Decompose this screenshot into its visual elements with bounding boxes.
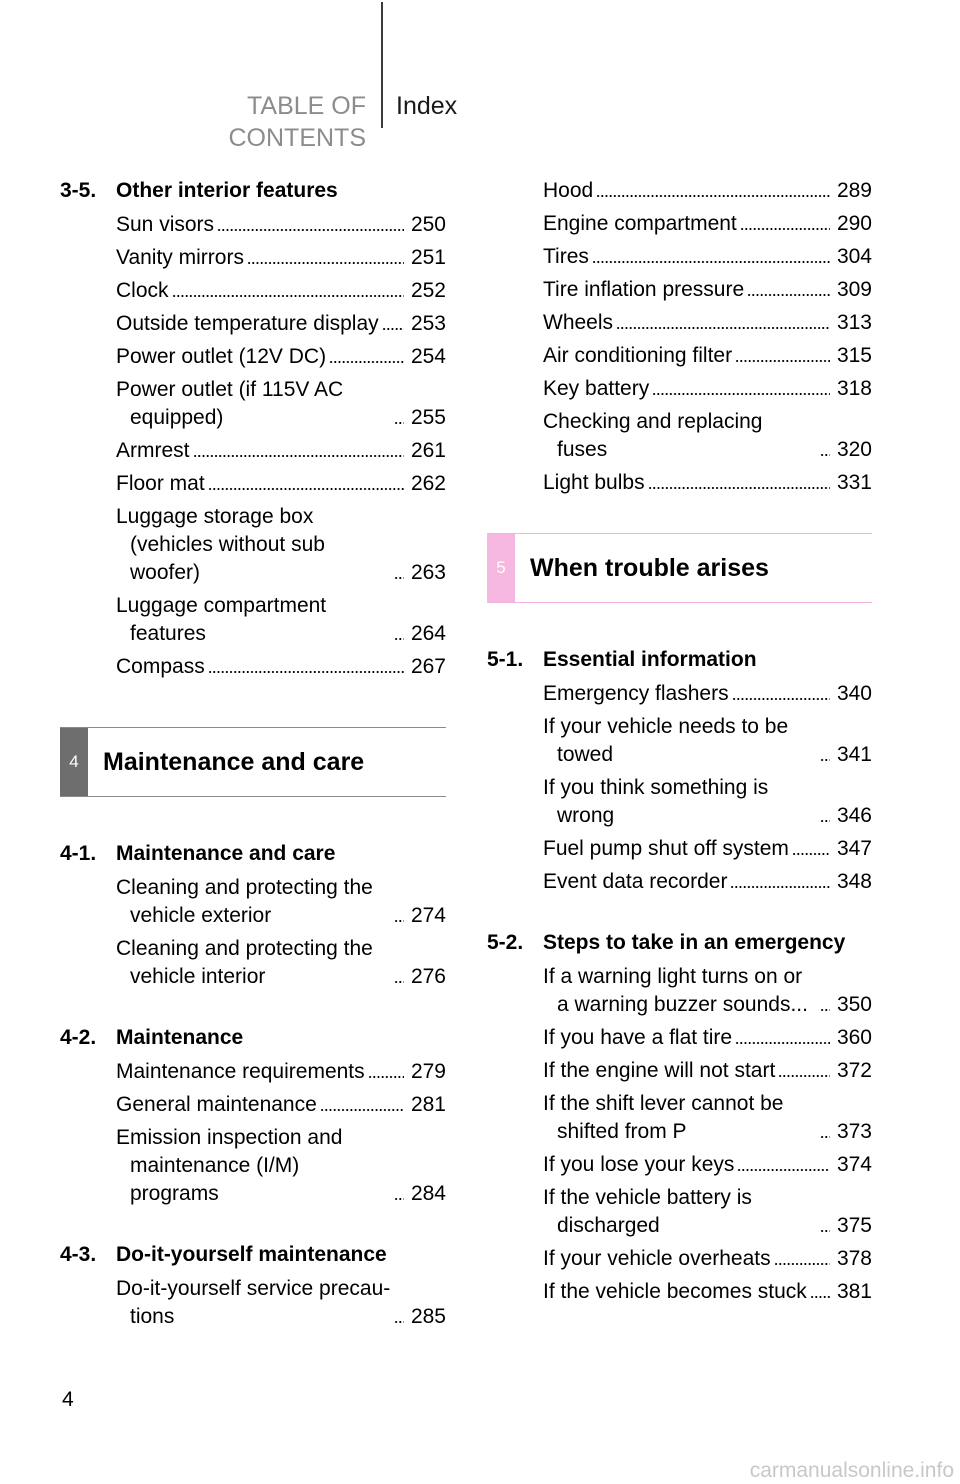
entry-list — [116, 1055, 446, 1210]
dot-leader — [810, 1295, 830, 1299]
toc-entry[interactable] — [543, 865, 872, 898]
entry-page-number[interactable]: 279 — [410, 1059, 446, 1083]
entry-title[interactable]: If you lose your keys — [543, 1152, 735, 1176]
entry-page-number[interactable]: 318 — [836, 376, 872, 400]
toc-entry[interactable] — [543, 960, 872, 1021]
toc-entry[interactable] — [543, 710, 872, 771]
entry-title[interactable]: Wheels — [543, 310, 614, 334]
entry-title-wrap — [116, 1058, 408, 1086]
toc-entry[interactable] — [116, 274, 446, 307]
toc-entry[interactable] — [543, 372, 872, 405]
toc-entry[interactable] — [543, 771, 872, 832]
entry-title[interactable]: General maintenance — [116, 1092, 317, 1116]
entry-page-number[interactable]: 262 — [410, 471, 446, 495]
entry-title[interactable]: Compass — [116, 654, 205, 678]
dot-leader — [394, 637, 404, 641]
section-heading — [60, 174, 446, 208]
section-number: 5-1. — [487, 648, 524, 671]
entry-page-number[interactable]: 284 — [410, 1181, 446, 1205]
section-heading — [60, 1021, 446, 1055]
dot-leader — [394, 1320, 404, 1324]
entry-list — [543, 677, 872, 898]
toc-entry[interactable] — [543, 207, 872, 240]
section-heading — [60, 837, 446, 871]
entry-title-wrap — [116, 437, 408, 465]
toc-entry[interactable] — [543, 1054, 872, 1087]
entry-title-wrap — [543, 680, 834, 708]
toc-entry[interactable] — [543, 832, 872, 865]
section-number: 4-1. — [60, 842, 97, 865]
entry-title-wrap — [116, 503, 408, 587]
toc-entry[interactable] — [116, 1272, 446, 1333]
entry-page-number[interactable]: 252 — [410, 278, 446, 302]
section-title[interactable]: Steps to take in an emergency — [543, 931, 846, 954]
toc-entry[interactable] — [116, 650, 446, 683]
toc-entry[interactable] — [116, 589, 446, 650]
dot-leader — [820, 1008, 830, 1012]
entry-title[interactable]: Light bulbs — [543, 470, 645, 494]
dot-leader — [747, 293, 830, 297]
dot-leader — [329, 360, 404, 364]
entry-title-wrap — [116, 1275, 408, 1331]
entry-title[interactable]: If you think something is wrong — [543, 775, 769, 827]
entry-page-number[interactable]: 309 — [836, 277, 872, 301]
entry-title[interactable]: Clock — [116, 278, 169, 302]
entry-page-number[interactable]: 253 — [410, 311, 446, 335]
entry-title-wrap — [543, 1090, 834, 1146]
entry-list — [543, 960, 872, 1308]
entry-title-wrap — [543, 342, 834, 370]
chapter-title[interactable]: Maintenance and care — [103, 747, 365, 776]
section-title[interactable]: Maintenance and care — [116, 842, 336, 865]
dot-leader — [394, 1197, 404, 1201]
chapter-banner — [60, 727, 446, 797]
entry-title[interactable]: If your vehicle overheats — [543, 1246, 771, 1270]
section-number: 3-5. — [60, 179, 97, 202]
toc-section — [487, 174, 872, 499]
entry-page-number[interactable]: 340 — [836, 681, 872, 705]
entry-title[interactable]: Tires — [543, 244, 589, 268]
dot-leader — [792, 852, 830, 856]
dot-leader — [652, 392, 830, 396]
entry-title[interactable]: Event data recorder — [543, 869, 728, 893]
entry-title-wrap — [543, 1245, 834, 1273]
dot-leader — [820, 1229, 830, 1233]
entry-page-number[interactable]: 360 — [836, 1025, 872, 1049]
toc-entry[interactable] — [543, 273, 872, 306]
entry-title-wrap — [116, 1091, 408, 1119]
toc-section — [60, 837, 446, 993]
entry-list — [116, 208, 446, 683]
chapter-number-tab: 5 — [487, 534, 515, 602]
entry-page-number[interactable]: 346 — [836, 803, 872, 827]
entry-page-number[interactable]: 350 — [836, 992, 872, 1016]
entry-page-number[interactable]: 285 — [410, 1304, 446, 1328]
toc-entry[interactable] — [543, 174, 872, 207]
entry-title[interactable]: If the vehicle battery is discharged — [543, 1185, 752, 1237]
entry-title-wrap — [116, 935, 408, 991]
entry-page-number[interactable]: 331 — [836, 470, 872, 494]
entry-title[interactable]: Vanity mirrors — [116, 245, 244, 269]
entry-title[interactable]: Power outlet (if 115V AC equipped) — [116, 377, 344, 429]
entry-page-number[interactable]: 255 — [410, 405, 446, 429]
entry-page-number[interactable]: 264 — [410, 621, 446, 645]
entry-page-number[interactable]: 347 — [836, 836, 872, 860]
chapter-banner — [487, 533, 872, 603]
dot-leader — [730, 885, 830, 889]
dot-leader — [820, 758, 830, 762]
dot-leader — [394, 421, 404, 425]
entry-title-wrap — [543, 868, 834, 896]
entry-page-number[interactable]: 378 — [836, 1246, 872, 1270]
entry-page-number[interactable]: 381 — [836, 1279, 872, 1303]
entry-list — [116, 871, 446, 993]
toc-left-column — [60, 174, 446, 1361]
chapter-title[interactable]: When trouble arises — [530, 553, 769, 582]
entry-title[interactable]: Hood — [543, 178, 594, 202]
toc-entry[interactable] — [543, 466, 872, 499]
entry-title-wrap — [116, 376, 408, 432]
section-title[interactable]: Other interior features — [116, 179, 338, 202]
entry-title-wrap — [543, 243, 834, 271]
entry-page-number[interactable]: 348 — [836, 869, 872, 893]
dot-leader — [208, 670, 404, 674]
entry-page-number[interactable]: 276 — [410, 964, 446, 988]
entry-title-wrap — [116, 470, 408, 498]
entry-title-wrap — [543, 1278, 834, 1306]
toc-entry[interactable] — [543, 1181, 872, 1242]
entry-title-wrap — [116, 343, 408, 371]
entry-title-wrap — [543, 408, 834, 464]
entry-title-wrap — [543, 375, 834, 403]
chapter-number-tab: 4 — [60, 728, 88, 796]
dot-leader — [382, 327, 404, 331]
dot-leader — [394, 576, 404, 580]
dot-leader — [208, 487, 404, 491]
entry-title[interactable]: Do-it-yourself service precau-tions — [116, 1276, 391, 1328]
entry-title-wrap — [543, 835, 834, 863]
entry-page-number[interactable]: 263 — [410, 560, 446, 584]
section-heading — [60, 1238, 446, 1272]
dot-leader — [820, 819, 830, 823]
entry-title[interactable]: Luggage compartment features — [116, 593, 327, 645]
dot-leader — [732, 697, 830, 701]
entry-title[interactable]: Armrest — [116, 438, 190, 462]
toc-entry[interactable] — [116, 208, 446, 241]
entry-page-number[interactable]: 267 — [410, 654, 446, 678]
entry-page-number[interactable]: 289 — [836, 178, 872, 202]
toc-entry[interactable] — [543, 405, 872, 466]
entry-title[interactable]: If you have a flat tire — [543, 1025, 733, 1049]
entry-title-wrap — [543, 309, 834, 337]
toc-section — [60, 1238, 446, 1333]
dot-leader — [735, 1041, 830, 1045]
entry-page-number[interactable]: 375 — [836, 1213, 872, 1237]
entry-title-wrap — [543, 963, 834, 1019]
page-number: 4 — [62, 1388, 74, 1411]
toc-entry[interactable] — [116, 500, 446, 589]
dot-leader — [596, 194, 830, 198]
section-number: 4-2. — [60, 1026, 97, 1049]
toc-entry[interactable] — [543, 1275, 872, 1308]
entry-title[interactable]: Outside temperature display — [116, 311, 379, 335]
toc-entry[interactable] — [116, 1088, 446, 1121]
entry-page-number[interactable]: 304 — [836, 244, 872, 268]
entry-title-wrap — [116, 310, 408, 338]
entry-title[interactable]: Floor mat — [116, 471, 205, 495]
entry-title-wrap — [543, 276, 834, 304]
entry-page-number[interactable]: 274 — [410, 903, 446, 927]
entry-title-wrap — [543, 713, 834, 769]
dot-leader — [394, 919, 404, 923]
index-link[interactable]: Index — [396, 92, 458, 120]
toc-entry[interactable] — [543, 240, 872, 273]
dot-leader — [737, 1168, 830, 1172]
entry-title[interactable]: Cleaning and protecting the vehicle interior — [116, 936, 373, 988]
entry-page-number[interactable]: 373 — [836, 1119, 872, 1143]
entry-page-number[interactable]: 320 — [836, 437, 872, 461]
entry-list — [116, 1272, 446, 1333]
dot-leader — [368, 1075, 404, 1079]
entry-title-wrap — [543, 1151, 834, 1179]
toc-entry[interactable] — [543, 1242, 872, 1275]
toc-entry[interactable] — [116, 467, 446, 500]
entry-title-wrap — [116, 1124, 408, 1208]
entry-title-wrap — [543, 210, 834, 238]
dot-leader — [592, 260, 830, 264]
toc-entry[interactable] — [116, 1055, 446, 1088]
entry-title[interactable]: Engine compartment — [543, 211, 737, 235]
toc-section — [60, 174, 446, 683]
entry-title-wrap — [543, 1057, 834, 1085]
dot-leader — [740, 227, 830, 231]
toc-entry[interactable] — [543, 1021, 872, 1054]
entry-title-wrap — [543, 1024, 834, 1052]
entry-page-number[interactable]: 313 — [836, 310, 872, 334]
section-title[interactable]: Maintenance — [116, 1026, 244, 1049]
entry-page-number[interactable]: 315 — [836, 343, 872, 367]
entry-title-wrap — [116, 653, 408, 681]
entry-title[interactable]: If the vehicle becomes stuck — [543, 1279, 807, 1303]
entry-title-wrap — [116, 592, 408, 648]
dot-leader — [820, 453, 830, 457]
toc-entry[interactable] — [116, 434, 446, 467]
entry-page-number[interactable]: 374 — [836, 1152, 872, 1176]
section-number: 5-2. — [487, 931, 524, 954]
dot-leader — [394, 980, 404, 984]
entry-page-number[interactable]: 261 — [410, 438, 446, 462]
toc-entry[interactable] — [543, 339, 872, 372]
section-heading — [487, 926, 872, 960]
entry-title[interactable]: Emergency flashers — [543, 681, 729, 705]
header-divider — [381, 2, 383, 128]
table-of-contents-link[interactable]: TABLE OF CONTENTS — [228, 92, 366, 152]
dot-leader — [735, 359, 830, 363]
entry-title[interactable]: Cleaning and protecting the vehicle exterior — [116, 875, 373, 927]
section-heading — [487, 643, 872, 677]
entry-title-wrap — [543, 177, 834, 205]
toc-section — [487, 643, 872, 898]
entry-page-number[interactable]: 372 — [836, 1058, 872, 1082]
dot-leader — [774, 1262, 830, 1266]
entry-title[interactable]: Sun visors — [116, 212, 215, 236]
entry-title-wrap — [116, 244, 408, 272]
toc-entry[interactable] — [116, 871, 446, 932]
dot-leader — [172, 294, 404, 298]
dot-leader — [193, 454, 405, 458]
page-header — [0, 0, 960, 152]
toc-entry[interactable] — [116, 932, 446, 993]
entry-title[interactable]: Key battery — [543, 376, 650, 400]
toc-entry[interactable] — [116, 241, 446, 274]
entry-title[interactable]: Fuel pump shut off system — [543, 836, 789, 860]
section-title[interactable]: Essential information — [543, 648, 757, 671]
toc-section — [60, 1021, 446, 1210]
entry-title-wrap — [116, 874, 408, 930]
section-number: 4-3. — [60, 1243, 97, 1266]
entry-title[interactable]: If the engine will not start — [543, 1058, 776, 1082]
dot-leader — [616, 326, 830, 330]
toc-entry[interactable] — [543, 306, 872, 339]
toc-section — [487, 926, 872, 1308]
toc-entry[interactable] — [116, 340, 446, 373]
toc-entry[interactable] — [543, 677, 872, 710]
entry-title-wrap — [543, 1184, 834, 1240]
entry-page-number[interactable]: 341 — [836, 742, 872, 766]
entry-title[interactable]: Air conditioning filter — [543, 343, 733, 367]
entry-title[interactable]: Power outlet (12V DC) — [116, 344, 327, 368]
toc-entry[interactable] — [543, 1087, 872, 1148]
toc-right-column — [487, 174, 872, 1336]
toc-entry[interactable] — [116, 1121, 446, 1210]
entry-title[interactable]: If your vehicle needs to be towed — [543, 714, 789, 766]
section-title[interactable]: Do-it-yourself maintenance — [116, 1243, 387, 1266]
toc-entry[interactable] — [116, 373, 446, 434]
toc-entry[interactable] — [543, 1148, 872, 1181]
entry-page-number[interactable]: 250 — [410, 212, 446, 236]
toc-entry[interactable] — [116, 307, 446, 340]
watermark: carmanualsonline.info — [749, 1459, 954, 1482]
dot-leader — [320, 1108, 404, 1112]
dot-leader — [778, 1074, 830, 1078]
entry-title[interactable]: If a warning light turns on or a warning buzzer sounds... — [543, 964, 808, 1016]
entry-page-number[interactable]: 290 — [836, 211, 872, 235]
entry-page-number[interactable]: 251 — [410, 245, 446, 269]
entry-title-wrap — [543, 774, 834, 830]
entry-title[interactable]: Luggage storage box (vehicles without sub woofer) — [116, 504, 325, 584]
dot-leader — [247, 261, 404, 265]
entry-title[interactable]: If the shift lever cannot be shifted from P — [543, 1091, 784, 1143]
entry-title-wrap — [116, 211, 408, 239]
entry-title[interactable]: Tire inflation pressure — [543, 277, 745, 301]
entry-page-number[interactable]: 254 — [410, 344, 446, 368]
dot-leader — [217, 228, 404, 232]
dot-leader — [648, 486, 830, 490]
dot-leader — [820, 1135, 830, 1139]
entry-title-wrap — [543, 469, 834, 497]
entry-page-number[interactable]: 281 — [410, 1092, 446, 1116]
entry-title[interactable]: Checking and replacing fuses — [543, 409, 763, 461]
entry-title-wrap — [116, 277, 408, 305]
entry-title[interactable]: Emission inspection and maintenance (I/M) programs — [116, 1125, 343, 1205]
entry-title[interactable]: Maintenance requirements — [116, 1059, 365, 1083]
entry-list — [543, 174, 872, 499]
